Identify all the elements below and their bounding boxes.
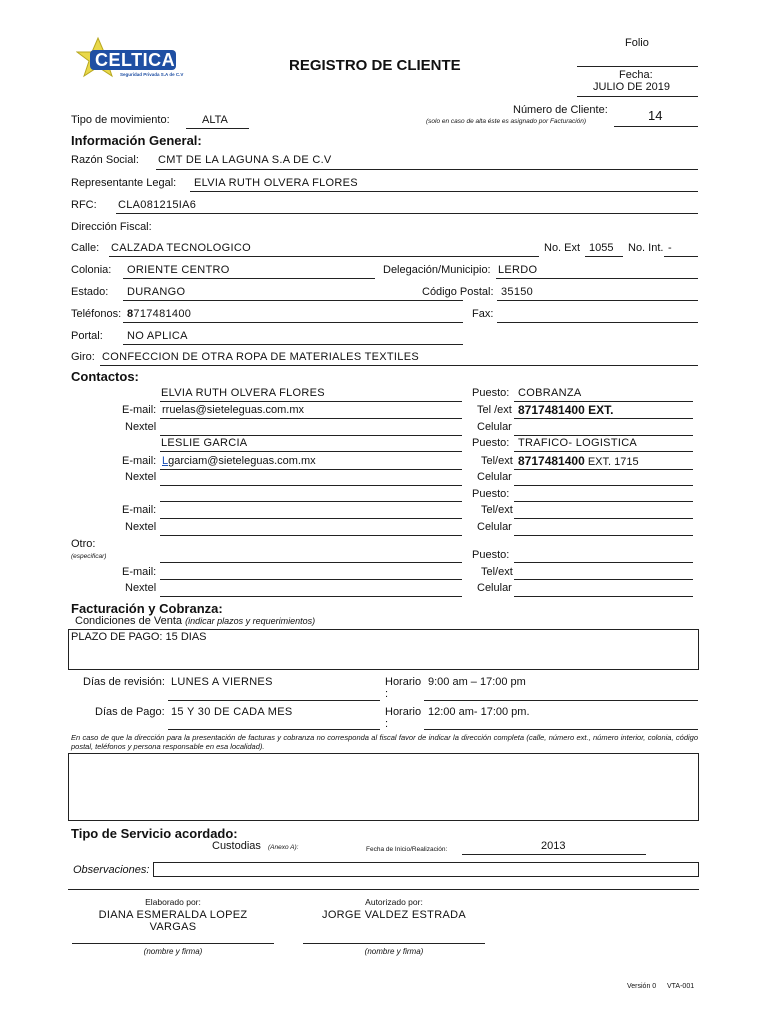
- otro-note: (especificar): [71, 553, 107, 560]
- contacto1-celular-line: [514, 435, 693, 436]
- contacto1-nextel-label: Nextel: [125, 421, 157, 433]
- portal-line: [123, 344, 463, 345]
- contacto2-telext-value: [518, 454, 639, 468]
- footer-code: VTA-001: [667, 983, 695, 990]
- elaborado-signature-line: [72, 943, 274, 944]
- contacto3-email-label: E-mail:: [122, 504, 157, 516]
- elaborado-firma-note: (nombre y firma): [143, 947, 203, 956]
- giro-label: Giro:: [71, 351, 95, 363]
- contacto1-name: ELVIA RUTH OLVERA FLORES: [161, 387, 325, 399]
- otro-nextel-label: Nextel: [125, 582, 157, 594]
- noint-label: No. Int.: [628, 242, 664, 254]
- fecha-line: [577, 96, 698, 97]
- company-logo: [76, 36, 188, 84]
- contacto1-puesto-label: Puesto:: [472, 387, 510, 399]
- colonia-label: Colonia:: [71, 264, 112, 276]
- condiciones-box[interactable]: [68, 629, 699, 670]
- otro-telext-line: [514, 579, 693, 580]
- delegacion-line: [496, 278, 698, 279]
- rfc-value: CLA081215IA6: [118, 199, 197, 211]
- section-informacion-general: Información General:: [71, 133, 202, 148]
- autorizado-firma-note: (nombre y firma): [364, 947, 424, 956]
- cliente-label: Número de Cliente:: [513, 104, 608, 116]
- contacto1-nextel-line: [160, 435, 462, 436]
- estado-label: Estado:: [71, 286, 109, 298]
- estado-line: [123, 300, 463, 301]
- pago-line: [168, 729, 380, 730]
- contacto1-telext-label: Tel /ext: [477, 404, 512, 416]
- autorizado-name: JORGE VALDEZ ESTRADA: [322, 909, 466, 921]
- contacto2-email-rest: garciam@sieteleguas.com.mx: [168, 455, 316, 467]
- telefonos-value-bold: 8: [127, 308, 134, 320]
- horario2-label: Horario: [385, 706, 422, 718]
- rep-line: [190, 191, 698, 192]
- noext-value: 1055: [589, 242, 614, 254]
- noext-label: No. Ext: [544, 242, 581, 254]
- pago-label: Días de Pago:: [95, 706, 165, 718]
- rep-value: ELVIA RUTH OLVERA FLORES: [194, 177, 358, 189]
- contacto3-nextel-label: Nextel: [125, 521, 157, 533]
- observaciones-bottom-line: [68, 889, 699, 890]
- otro-email-line: [160, 579, 462, 580]
- razon-value: CMT DE LA LAGUNA S.A DE C.V: [158, 154, 332, 166]
- condiciones-note: (indicar plazos y requerimientos): [185, 616, 316, 626]
- contacto3-email-line: [160, 518, 462, 519]
- calle-label: Calle:: [71, 242, 100, 254]
- contacto2-name-line: [160, 451, 462, 452]
- elaborado-name2: VARGAS: [149, 921, 197, 933]
- horario1-value: 9:00 am – 17:00 pm: [428, 676, 526, 688]
- autorizado-label: Autorizado por:: [365, 897, 423, 907]
- revision-value: LUNES A VIERNES: [171, 676, 273, 688]
- portal-label: Portal:: [71, 330, 103, 342]
- horario1-line: [424, 700, 698, 701]
- contacto2-email-label: E-mail:: [122, 455, 157, 467]
- fax-line: [497, 322, 698, 323]
- otro-email-label: E-mail:: [122, 566, 157, 578]
- contacto3-celular-line: [514, 535, 693, 536]
- contacto3-telext-label: Tel/ext: [481, 504, 513, 516]
- delegacion-value: LERDO: [498, 264, 538, 276]
- contacto3-puesto-line: [514, 501, 693, 502]
- autorizado-block: [303, 897, 485, 921]
- autorizado-signature-line: [303, 943, 485, 944]
- otro-celular-label: Celular: [477, 582, 512, 594]
- horario1-colon: :: [385, 688, 389, 700]
- movimiento-line: [186, 128, 249, 129]
- cliente-note: (solo en caso de alta éste es asignado por Facturación): [426, 118, 587, 125]
- contacto1-telext-line: [514, 418, 693, 419]
- contacto1-email-label: E-mail:: [122, 404, 157, 416]
- contacto2-celular-line: [514, 485, 693, 486]
- revision-label: Días de revisión:: [83, 676, 165, 688]
- telefonos-label: Teléfonos:: [71, 308, 122, 320]
- contacto3-name-line: [160, 501, 462, 502]
- contacto1-email-line: [160, 418, 462, 419]
- horario1-label: Horario: [385, 676, 422, 688]
- contacto3-celular-label: Celular: [477, 521, 512, 533]
- cliente-line: [614, 126, 698, 127]
- calle-value: CALZADA TECNOLOGICO: [111, 242, 251, 254]
- contacto2-celular-label: Celular: [477, 471, 512, 483]
- horario2-value: 12:00 am- 17:00 pm.: [428, 706, 530, 718]
- contacto1-name-line: [160, 401, 462, 402]
- contacto2-puesto-value: TRAFICO- LOGISTICA: [518, 437, 638, 449]
- horario2-line: [424, 729, 698, 730]
- elaborado-name1: DIANA ESMERALDA LOPEZ: [98, 909, 248, 921]
- contacto2-telext-label: Tel/ext: [481, 455, 513, 467]
- direccion-label: Dirección Fiscal:: [71, 221, 152, 233]
- footer-version: Versión 0: [627, 983, 657, 990]
- giro-value: CONFECCION DE OTRA ROPA DE MATERIALES TEXTILES: [102, 351, 419, 363]
- otro-celular-line: [514, 596, 693, 597]
- giro-line: [100, 365, 698, 366]
- direccion-cobranza-box[interactable]: [68, 753, 699, 821]
- direccion-nota: En caso de que la dirección para la presentación de facturas y cobranza no corresponda al fiscal favor de indicar la dirección completa (calle, número ext., número interior, colonia, código postal, teléfonos y persona responsable en esa localidad).: [71, 733, 698, 751]
- contacto1-puesto-value: COBRANZA: [518, 387, 582, 399]
- logo-text: CELTICA: [95, 50, 176, 70]
- page-title: REGISTRO DE CLIENTE: [289, 57, 461, 74]
- noint-value: -: [668, 242, 672, 254]
- cp-line: [497, 300, 698, 301]
- revision-line: [168, 700, 380, 701]
- plazo-text: PLAZO DE PAGO: 15 DIAS: [71, 631, 207, 643]
- rfc-label: RFC:: [71, 199, 97, 211]
- contacto2-telext-line: [514, 469, 693, 470]
- horario2-colon: :: [385, 718, 389, 730]
- pago-value: 15 Y 30 DE CADA MES: [171, 706, 293, 718]
- cliente-value: 14: [648, 108, 663, 123]
- folio-label: Folio: [625, 37, 649, 49]
- telefonos-value-rest: 717481400: [133, 308, 192, 320]
- section-servicio: Tipo de Servicio acordado:: [71, 826, 238, 841]
- contacto2-nextel-line: [160, 485, 462, 486]
- otro-nextel-line: [160, 596, 462, 597]
- contacto2-email-value[interactable]: [162, 455, 316, 467]
- cp-value: 35150: [501, 286, 534, 298]
- otro-name-line: [160, 562, 462, 563]
- rfc-line: [116, 213, 698, 214]
- fecha-value: JULIO DE 2019: [593, 81, 671, 93]
- calle-line: [109, 256, 539, 257]
- contacto3-nextel-line: [160, 535, 462, 536]
- otro-puesto-line: [514, 562, 693, 563]
- contacto3-telext-line: [514, 518, 693, 519]
- cp-label: Código Postal:: [422, 286, 494, 298]
- rep-label: Representante Legal:: [71, 177, 177, 189]
- folio-line: [577, 66, 698, 67]
- contacto2-puesto-line: [514, 451, 693, 452]
- servicio-tipo: Custodias: [212, 840, 261, 852]
- colonia-line: [123, 278, 375, 279]
- contacto2-puesto-label: Puesto:: [472, 437, 510, 449]
- otro-puesto-label: Puesto:: [472, 549, 510, 561]
- contacto1-telext-value: 8717481400 EXT.: [518, 403, 614, 417]
- contacto3-puesto-label: Puesto:: [472, 488, 510, 500]
- noext-line: [585, 256, 623, 257]
- observaciones-label: Observaciones:: [73, 864, 150, 876]
- contacto2-tel-bold: 8717481400: [518, 454, 585, 468]
- telefonos-line: [123, 322, 463, 323]
- fecha-inicio-value: 2013: [541, 840, 566, 852]
- contacto2-email-link[interactable]: L: [162, 455, 169, 467]
- razon-line: [156, 169, 698, 170]
- logo-tagline: Seguridad Privada S.A de C.V: [120, 72, 184, 77]
- contacto2-tel-rest: EXT. 1715: [587, 456, 639, 468]
- contacto1-email-value: rruelas@sieteleguas.com.mx: [162, 404, 304, 416]
- observaciones-box[interactable]: [153, 862, 699, 877]
- otro-telext-label: Tel/ext: [481, 566, 513, 578]
- colonia-value: ORIENTE CENTRO: [127, 264, 230, 276]
- contacto1-celular-label: Celular: [477, 421, 512, 433]
- condiciones-label: [75, 615, 315, 627]
- fecha-inicio-label: Fecha de Inicio/Realización:: [366, 846, 448, 853]
- contacto2-nextel-label: Nextel: [125, 471, 157, 483]
- servicio-anexo: (Anexo A):: [268, 844, 299, 851]
- contacto2-email-line: [160, 469, 462, 470]
- contacto1-puesto-line: [514, 401, 693, 402]
- elaborado-block: [72, 897, 274, 933]
- section-facturacion: Facturación y Cobranza:: [71, 601, 223, 616]
- movimiento-label: Tipo de movimiento:: [71, 114, 170, 126]
- telefonos-value: [127, 308, 191, 320]
- delegacion-label: Delegación/Municipio:: [383, 264, 491, 276]
- fecha-label: Fecha:: [619, 69, 653, 81]
- noint-line: [664, 256, 698, 257]
- razon-label: Razón Social:: [71, 154, 139, 166]
- otro-label: Otro:: [71, 538, 96, 550]
- fax-label: Fax:: [472, 308, 494, 320]
- elaborado-label: Elaborado por:: [145, 897, 201, 907]
- estado-value: DURANGO: [127, 286, 186, 298]
- section-contactos: Contactos:: [71, 369, 139, 384]
- portal-value: NO APLICA: [127, 330, 188, 342]
- contacto2-name: LESLIE GARCIA: [161, 437, 248, 449]
- movimiento-value: ALTA: [202, 114, 228, 126]
- condiciones-text: Condiciones de Venta: [75, 615, 183, 627]
- fecha-inicio-line: [462, 854, 646, 855]
